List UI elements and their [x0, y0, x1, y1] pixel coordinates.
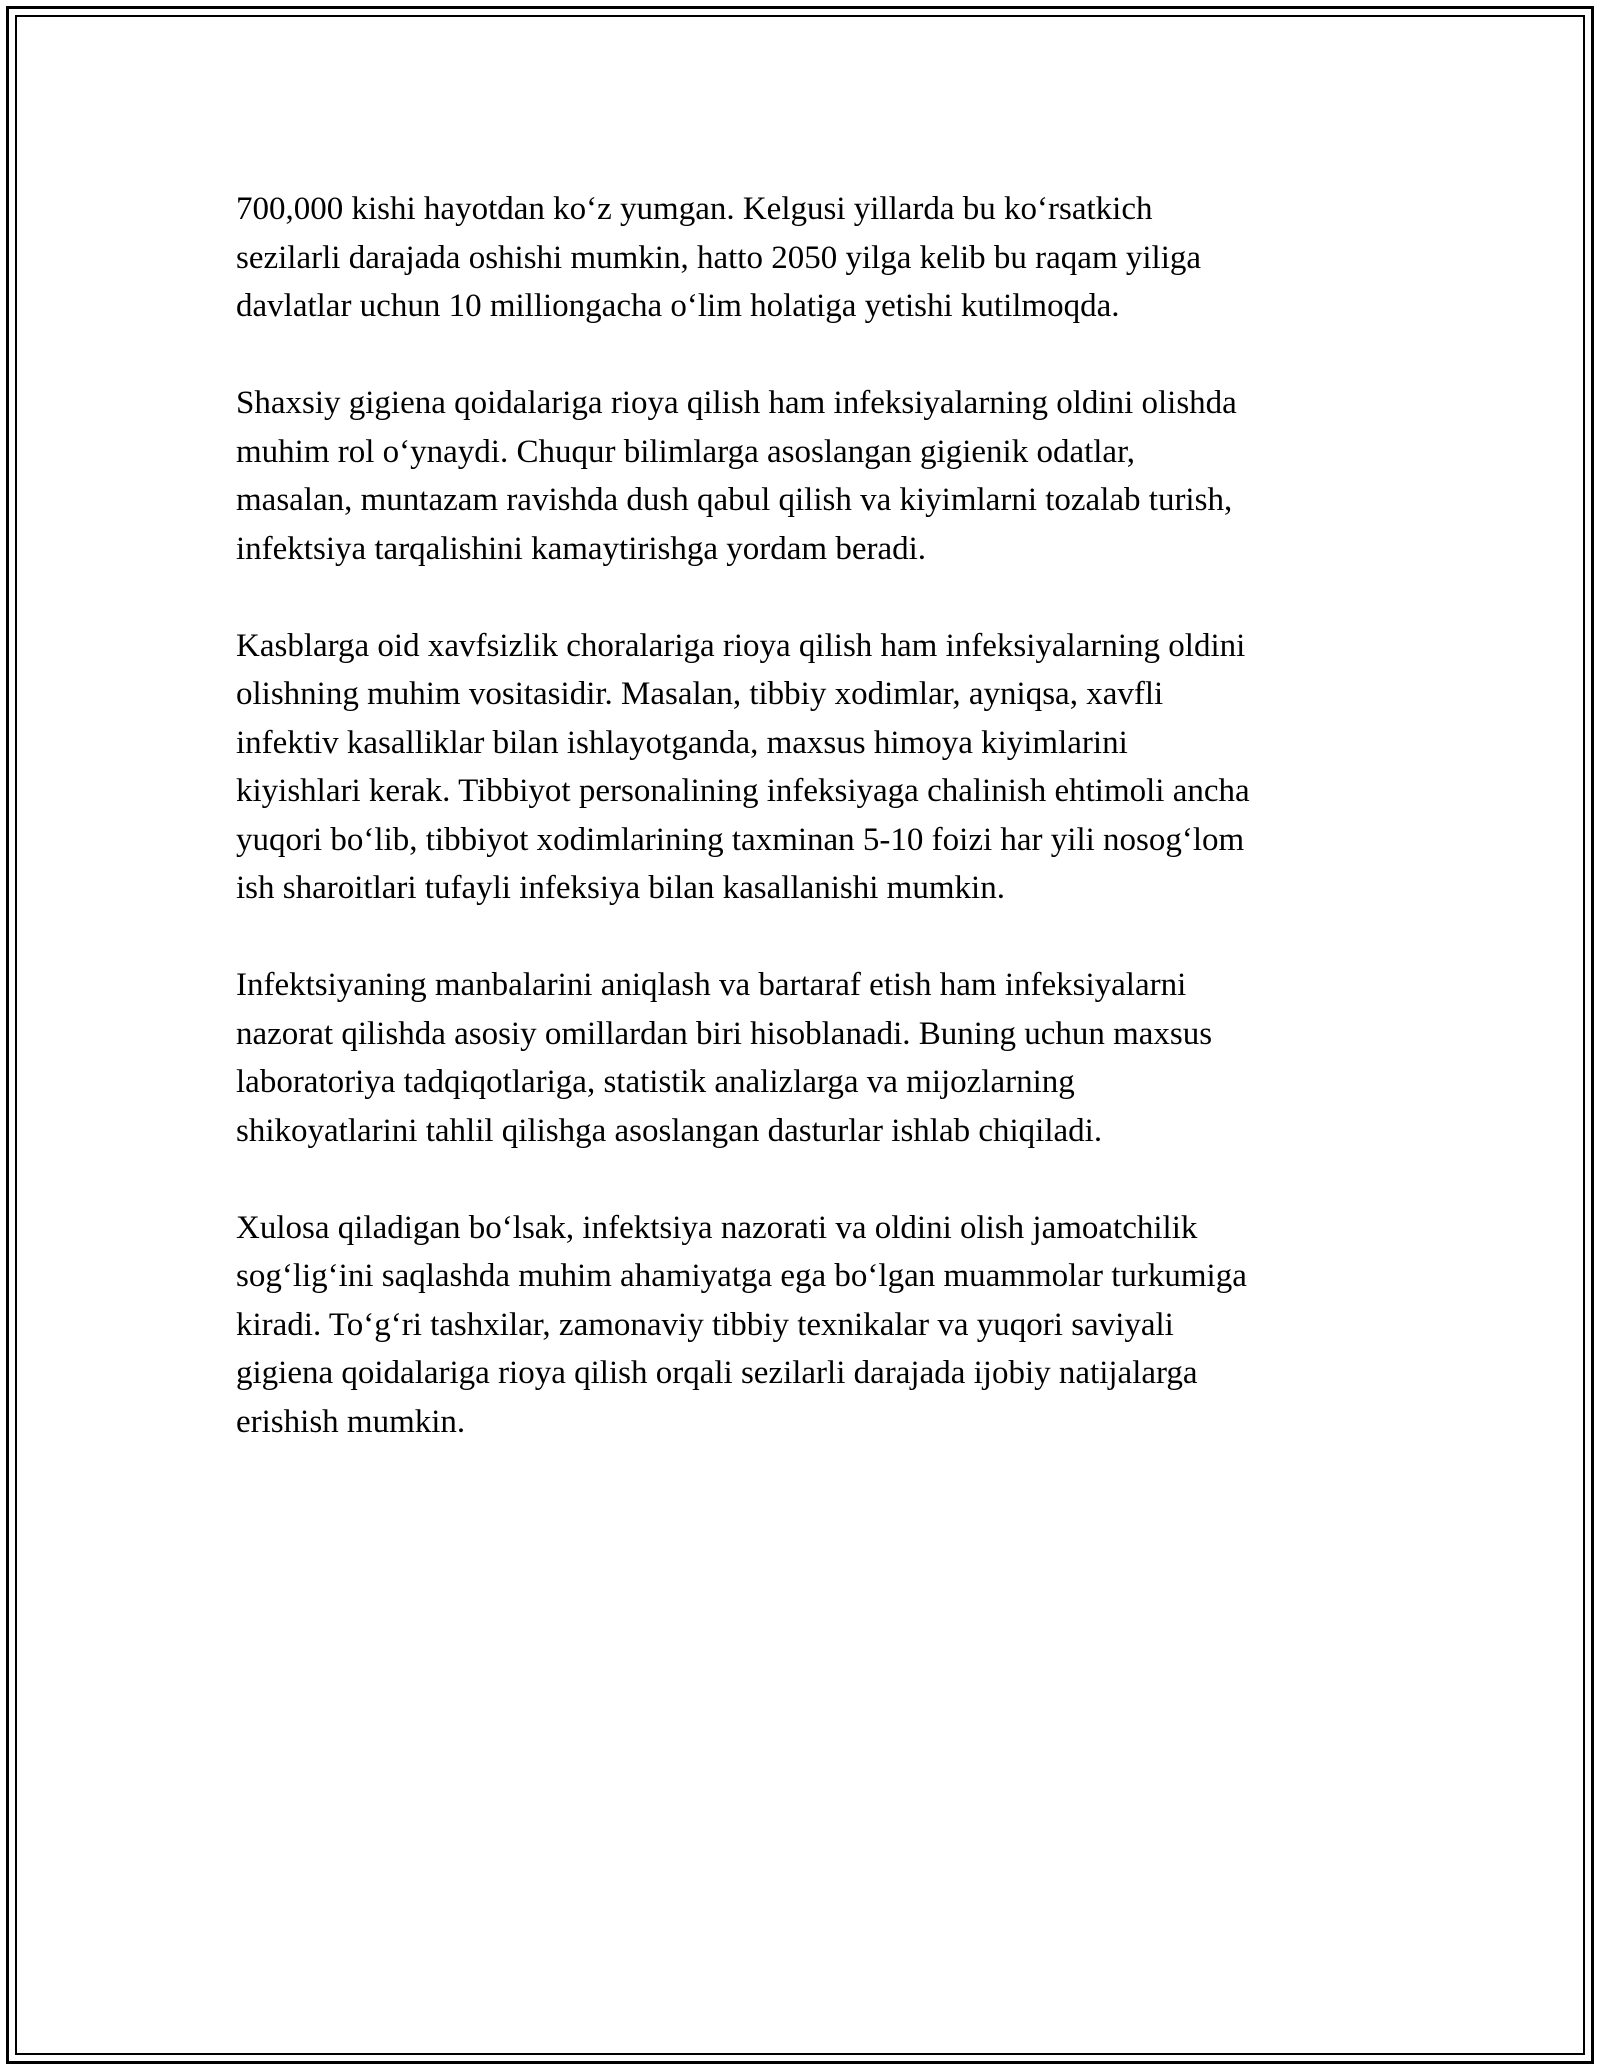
paragraph [236, 1204, 1396, 1447]
text-line: laboratoriya tadqiqotlariga, statistik analizlarga va mijozlarning [236, 1064, 1075, 1100]
text-line: 700,000 kishi hayotdan ko‘z yumgan. Kelgusi yillarda bu ko‘rsatkich [236, 191, 1153, 227]
text-line: sog‘lig‘ini saqlashda muhim ahamiyatga ega bo‘lgan muammolar turkumiga [236, 1258, 1247, 1294]
text-line: infektsiya tarqalishini kamaytirishga yordam beradi. [236, 530, 927, 567]
text-line: yuqori bo‘lib, tibbiyot xodimlarining taxminan 5-10 foizi har yili nosog‘lom [236, 821, 1245, 858]
text-line: kiyishlari kerak. Tibbiyot personalining infeksiyaga chalinish ehtimoli ancha [236, 773, 1250, 809]
document-body [236, 185, 1396, 1495]
text-line: shikoyatlarini tahlil qilishga asoslangan dasturlar ishlab chiqiladi. [236, 1112, 1103, 1149]
text-line: kiradi. To‘g‘ri tashxilar, zamonaviy tibbiy texnikalar va yuqori saviyali [236, 1306, 1174, 1343]
paragraph [236, 379, 1396, 573]
text-line: muhim rol o‘ynaydi. Chuqur bilimlarga asoslangan gigienik odatlar, [236, 433, 1135, 470]
text-line: Xulosa qiladigan bo‘lsak, infektsiya nazorati va oldini olish jamoatchilik [236, 1209, 1198, 1246]
text-line: Infektsiyaning manbalarini aniqlash va bartaraf etish ham infeksiyalarni [236, 967, 1187, 1003]
text-line: sezilarli darajada oshishi mumkin, hatto 2050 yilga kelib bu raqam yiliga [236, 239, 1202, 276]
text-line: erishish mumkin. [236, 1403, 466, 1440]
text-line: gigiena qoidalariga rioya qilish orqali sezilarli darajada ijobiy natijalarga [236, 1355, 1198, 1391]
text-line: masalan, muntazam ravishda dush qabul qilish va kiyimlarni tozalab turish, [236, 482, 1233, 518]
text-line: infektiv kasalliklar bilan ishlayotganda, maxsus himoya kiyimlarini [236, 724, 1128, 761]
text-line: davlatlar uchun 10 milliongacha o‘lim holatiga yetishi kutilmoqda. [236, 288, 1120, 324]
paragraph [236, 622, 1396, 913]
text-line: nazorat qilishda asosiy omillardan biri hisoblanadi. Buning uchun maxsus [236, 1015, 1213, 1052]
paragraph [236, 961, 1396, 1155]
text-line: Kasblarga oid xavfsizlik choralariga rioya qilish ham infeksiyalarning oldini [236, 627, 1246, 664]
text-line: Shaxsiy gigiena qoidalariga rioya qilish ham infeksiyalarning oldini olishda [236, 385, 1237, 421]
text-line: ish sharoitlari tufayli infeksiya bilan kasallanishi mumkin. [236, 870, 1005, 906]
text-line: olishning muhim vositasidir. Masalan, tibbiy xodimlar, ayniqsa, xavfli [236, 676, 1164, 712]
paragraph [236, 185, 1396, 331]
